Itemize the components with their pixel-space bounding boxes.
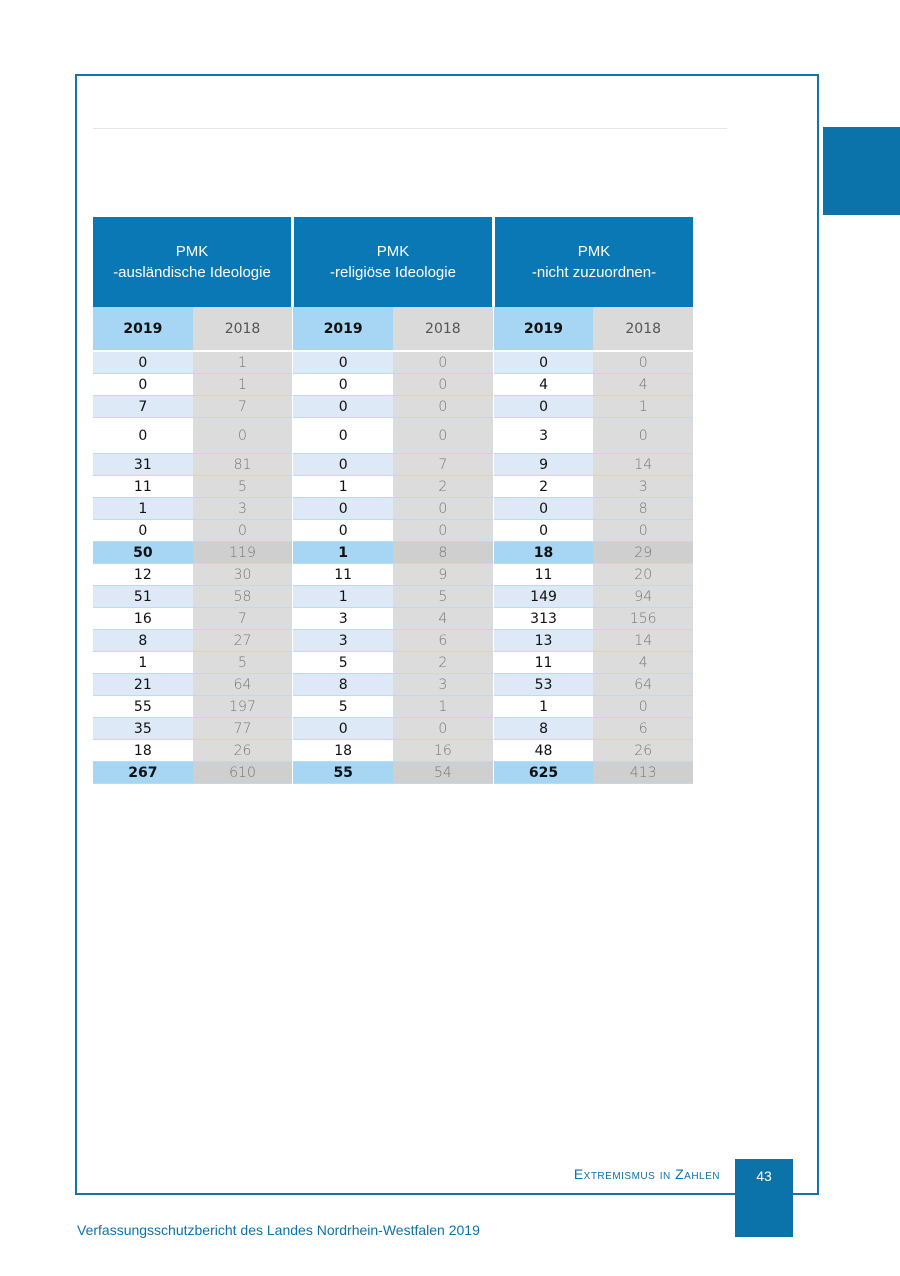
cell-2018: 3 (593, 476, 693, 498)
cell-2019: 18 (494, 542, 594, 564)
cell-2018: 7 (393, 454, 493, 476)
cell-2018: 0 (593, 418, 693, 454)
cell-2019: 0 (293, 718, 393, 740)
cell-2018: 1 (593, 396, 693, 418)
table-row (93, 652, 693, 674)
cell-2019: 31 (93, 454, 193, 476)
cell-2018: 156 (593, 608, 693, 630)
cell-2018: 1 (393, 696, 493, 718)
year-header-2019: 2019 (494, 307, 594, 350)
cell-2018: 94 (593, 586, 693, 608)
cell-2018: 3 (393, 674, 493, 696)
cell-2019: 3 (494, 418, 594, 454)
year-header-2019: 2019 (93, 307, 193, 350)
footer-text: Verfassungsschutzbericht des Landes Nordrhein-Westfalen 2019 (77, 1222, 480, 1238)
cell-2018: 14 (593, 454, 693, 476)
cell-2019: 53 (494, 674, 594, 696)
group-header-foreign-ideology (93, 217, 291, 307)
cell-2019: 4 (494, 374, 594, 396)
cell-2018: 81 (193, 454, 293, 476)
cell-2019: 51 (93, 586, 193, 608)
cell-2019: 35 (93, 718, 193, 740)
table-row-sum (93, 762, 693, 784)
cell-2019: 149 (494, 586, 594, 608)
cell-2019: 5 (293, 696, 393, 718)
cell-2019: 48 (494, 740, 594, 762)
cell-2018: 1 (193, 352, 293, 374)
year-header-2019: 2019 (293, 307, 393, 350)
cell-2018: 58 (193, 586, 293, 608)
group-title: PMK (175, 243, 209, 260)
cell-2018: 413 (593, 762, 693, 784)
cell-2018: 8 (393, 542, 493, 564)
cell-2019: 11 (293, 564, 393, 586)
cell-2018: 5 (393, 586, 493, 608)
table-row (93, 476, 693, 498)
cell-2019: 5 (293, 652, 393, 674)
cell-2019: 3 (293, 630, 393, 652)
cell-2019: 55 (293, 762, 393, 784)
cell-2018: 0 (393, 374, 493, 396)
cell-2019: 313 (494, 608, 594, 630)
cell-2019: 1 (93, 652, 193, 674)
cell-2018: 3 (193, 498, 293, 520)
cell-2019: 625 (494, 762, 594, 784)
cell-2019: 8 (93, 630, 193, 652)
cell-2019: 21 (93, 674, 193, 696)
group-header-row (93, 217, 693, 307)
cell-2019: 0 (93, 520, 193, 542)
cell-2018: 6 (393, 630, 493, 652)
table-row (93, 674, 693, 696)
cell-2018: 0 (593, 520, 693, 542)
group-subtitle: -religiöse Ideologie (330, 264, 456, 281)
cell-2018: 0 (393, 498, 493, 520)
cell-2019: 0 (293, 396, 393, 418)
top-divider (93, 128, 727, 129)
cell-2018: 64 (193, 674, 293, 696)
table-row (93, 352, 693, 374)
table-row (93, 454, 693, 476)
cell-2018: 0 (393, 718, 493, 740)
table-row (93, 630, 693, 652)
cell-2019: 2 (494, 476, 594, 498)
year-header-2018: 2018 (193, 307, 293, 350)
cell-2019: 0 (293, 454, 393, 476)
cell-2018: 0 (393, 520, 493, 542)
cell-2018: 119 (193, 542, 293, 564)
table-row (93, 586, 693, 608)
cell-2018: 610 (193, 762, 293, 784)
cell-2018: 0 (593, 352, 693, 374)
cell-2019: 0 (93, 352, 193, 374)
cell-2018: 0 (193, 520, 293, 542)
cell-2019: 1 (293, 476, 393, 498)
cell-2019: 18 (93, 740, 193, 762)
table-row-sum (93, 542, 693, 564)
table-row (93, 718, 693, 740)
statistics-table (93, 217, 693, 784)
table-row (93, 696, 693, 718)
cell-2018: 0 (393, 396, 493, 418)
cell-2019: 55 (93, 696, 193, 718)
cell-2019: 0 (293, 418, 393, 454)
cell-2018: 29 (593, 542, 693, 564)
group-header-religious-ideology (294, 217, 492, 307)
chapter-tab-marker (823, 127, 900, 215)
cell-2019: 9 (494, 454, 594, 476)
cell-2019: 8 (494, 718, 594, 740)
cell-2018: 0 (393, 352, 493, 374)
group-title: PMK (376, 243, 410, 260)
table-row (93, 418, 693, 454)
cell-2019: 1 (93, 498, 193, 520)
section-label: Extremismus in Zahlen (573, 1166, 720, 1182)
cell-2019: 11 (494, 652, 594, 674)
table-body (93, 352, 693, 784)
cell-2019: 0 (494, 498, 594, 520)
cell-2018: 14 (593, 630, 693, 652)
cell-2019: 0 (494, 520, 594, 542)
cell-2019: 0 (93, 418, 193, 454)
cell-2019: 3 (293, 608, 393, 630)
table-row (93, 396, 693, 418)
page-number: 43 (756, 1168, 772, 1184)
cell-2018: 30 (193, 564, 293, 586)
table-row (93, 608, 693, 630)
cell-2018: 0 (193, 418, 293, 454)
cell-2018: 5 (193, 476, 293, 498)
cell-2019: 267 (93, 762, 193, 784)
cell-2019: 11 (93, 476, 193, 498)
cell-2019: 0 (93, 374, 193, 396)
cell-2019: 11 (494, 564, 594, 586)
group-header-not-assignable (495, 217, 693, 307)
cell-2018: 7 (193, 608, 293, 630)
cell-2018: 64 (593, 674, 693, 696)
group-title: PMK (577, 243, 611, 260)
cell-2019: 1 (293, 542, 393, 564)
cell-2018: 2 (393, 476, 493, 498)
cell-2018: 20 (593, 564, 693, 586)
cell-2018: 5 (193, 652, 293, 674)
cell-2018: 0 (393, 418, 493, 454)
cell-2018: 16 (393, 740, 493, 762)
cell-2018: 6 (593, 718, 693, 740)
cell-2019: 8 (293, 674, 393, 696)
cell-2018: 4 (393, 608, 493, 630)
cell-2018: 0 (593, 696, 693, 718)
cell-2018: 4 (593, 652, 693, 674)
year-header-row (93, 307, 693, 350)
cell-2018: 9 (393, 564, 493, 586)
cell-2019: 1 (494, 696, 594, 718)
cell-2019: 0 (293, 374, 393, 396)
cell-2019: 50 (93, 542, 193, 564)
cell-2019: 1 (293, 586, 393, 608)
cell-2018: 7 (193, 396, 293, 418)
cell-2019: 0 (494, 396, 594, 418)
cell-2018: 1 (193, 374, 293, 396)
cell-2019: 0 (293, 498, 393, 520)
group-subtitle: -ausländische Ideologie (113, 264, 271, 281)
cell-2019: 0 (293, 352, 393, 374)
cell-2019: 13 (494, 630, 594, 652)
cell-2018: 4 (593, 374, 693, 396)
cell-2018: 77 (193, 718, 293, 740)
table-row (93, 564, 693, 586)
cell-2019: 0 (293, 520, 393, 542)
year-header-2018: 2018 (393, 307, 493, 350)
cell-2019: 7 (93, 396, 193, 418)
page-number-box (735, 1159, 793, 1237)
table-row (93, 374, 693, 396)
table-row (93, 498, 693, 520)
table-row (93, 740, 693, 762)
cell-2019: 16 (93, 608, 193, 630)
year-header-2018: 2018 (593, 307, 693, 350)
cell-2018: 27 (193, 630, 293, 652)
cell-2018: 2 (393, 652, 493, 674)
cell-2018: 197 (193, 696, 293, 718)
cell-2019: 0 (494, 352, 594, 374)
group-subtitle: -nicht zuzuordnen- (531, 264, 657, 281)
cell-2019: 18 (293, 740, 393, 762)
cell-2018: 26 (593, 740, 693, 762)
cell-2018: 26 (193, 740, 293, 762)
cell-2018: 8 (593, 498, 693, 520)
cell-2018: 54 (393, 762, 493, 784)
table-row (93, 520, 693, 542)
cell-2019: 12 (93, 564, 193, 586)
